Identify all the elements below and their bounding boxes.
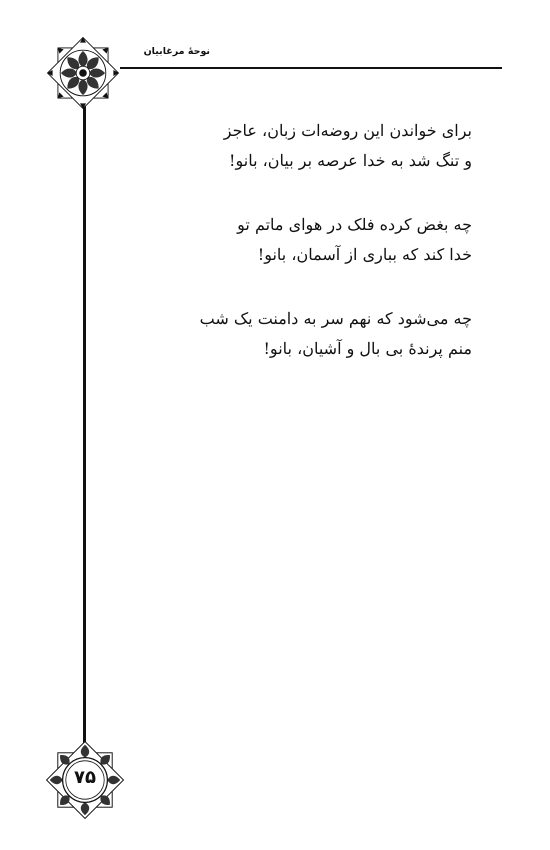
- header-rule: [120, 67, 502, 69]
- verse-line: چه می‌شود که نهم سر به دامنت یک شب: [199, 309, 472, 328]
- verse-line: و تنگ شد به خدا عرصه بر بیان، بانو!: [229, 151, 472, 170]
- stanza: [152, 116, 472, 176]
- poem: [152, 116, 472, 398]
- running-title: نوحهٔ مرغابیان: [143, 46, 210, 57]
- verse-line: خدا کند که بباری از آسمان، بانو!: [257, 245, 472, 264]
- verse-line: برای خواندن این روضه‌ات زبان، عاجز: [223, 121, 472, 140]
- stanza: [152, 210, 472, 270]
- verse-line: منم پرندهٔ بی بال و آشیان، بانو!: [263, 339, 472, 358]
- verse-line: چه بغض کرده فلک در هوای ماتم تو: [237, 215, 472, 234]
- islamic-star-rosette-icon: [45, 35, 121, 111]
- page-number: ۷۵: [74, 767, 96, 788]
- stanza: [152, 304, 472, 364]
- margin-rule: [83, 104, 86, 744]
